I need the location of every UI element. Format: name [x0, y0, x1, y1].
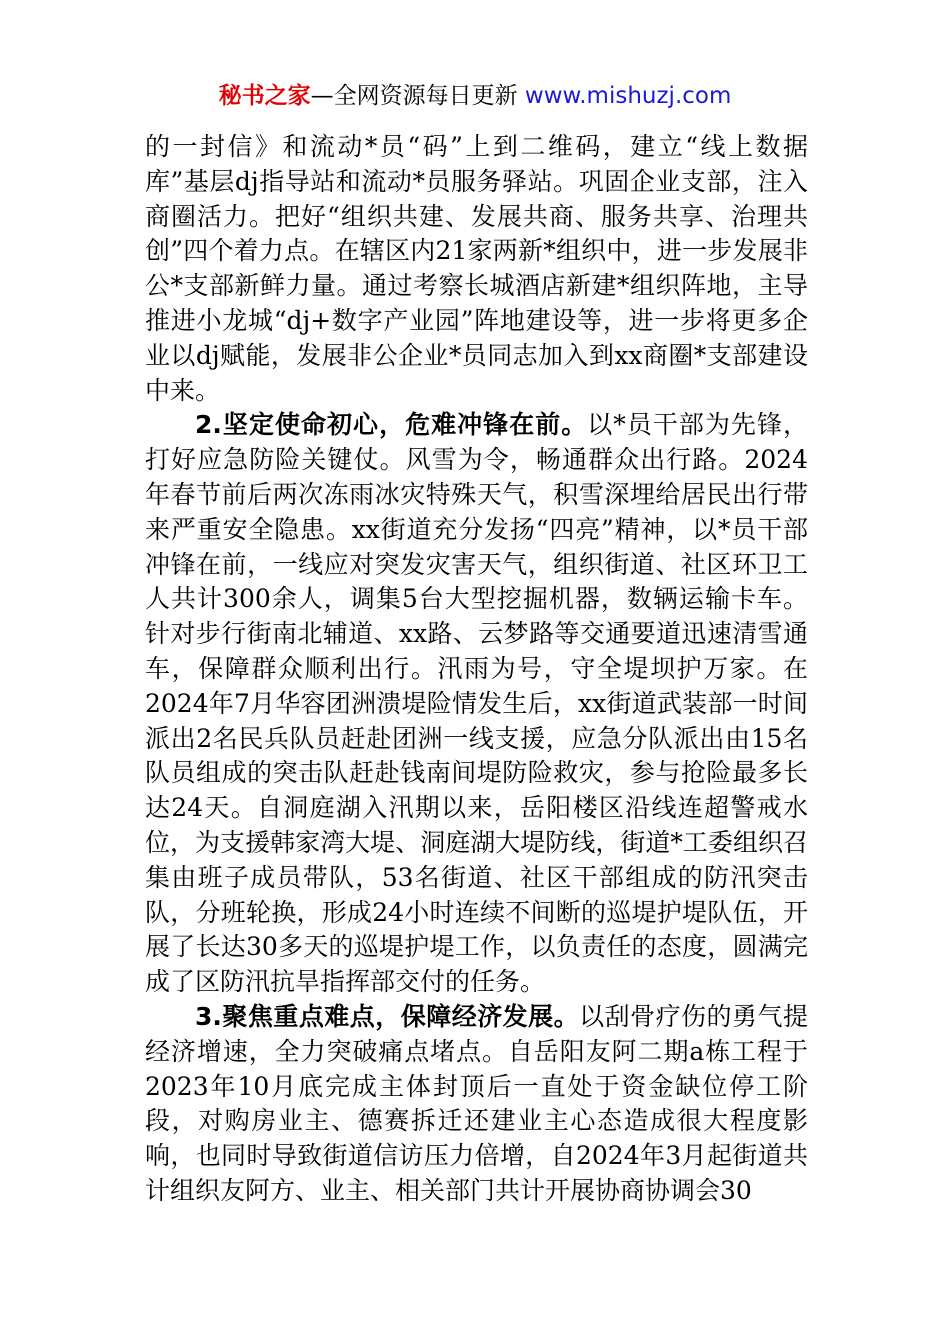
- paragraph-3-heading: 3.聚焦重点难点，保障经济发展。: [195, 1001, 580, 1031]
- paragraph-2-text: 以*员干部为先锋，打好应急防险关键仗。风雪为令，畅通群众出行路。2024年春节前后两次冻雨冰灾特殊天气，积雪深埋给居民出行带来严重安全隐患。xx街道充分发扬“四亮”精神，以*员干部冲锋在前，一线应对突发灾害天气，组织街道、社区环卫工人共计300余人，调集5台大型挖掘机器，数辆运输卡车。针对步行街南北辅道、xx路、云梦路等交通要道迅速清雪通车，保障群众顺利出行。汛雨为号，守全堤坝护万家。在2024年7月华容团洲溃堤险情发生后，xx街道武装部一时间派出2名民兵队员赶赴团洲一线支援，应急分队派出由15名队员组成的突击队赶赴钱南间堤防险救灾，参与抢险最多长达24天。自洞庭湖入汛期以来，岳阳楼区沿线连超警戒水位，为支援韩家湾大堤、洞庭湖大堤防线，街道*工委组织召集由班子成员带队，53名街道、社区干部组成的防汛突击队，分班轮换，形成24小时连续不间断的巡堤护堤队伍，开展了长达30多天的巡堤护堤工作，以负责任的态度，圆满完成了区防汛抗旱指挥部交付的任务。: [145, 410, 808, 997]
- paragraph-2-heading: 2.坚定使命初心，危难冲锋在前。: [195, 410, 588, 440]
- site-header: [0, 80, 950, 112]
- paragraph-1-text: 的一封信》和流动*员“码”上到二维码，建立“线上数据库”基层dj指导站和流动*员服务驿站。巩固企业支部，注入商圈活力。把好“组织共建、发展共商、服务共享、治理共创”四个着力点。在辖区内21家两新*组织中，进一步发展非公*支部新鲜力量。通过考察长城酒店新建*组织阵地，主导推进小龙城“dj+数字产业园”阵地建设等，进一步将更多企业以dj赋能，发展非公企业*员同志加入到xx商圈*支部建设中来。: [145, 132, 808, 405]
- paragraph-3-text: 以刮骨疗伤的勇气提经济增速，全力突破痛点堵点。自岳阳友阿二期a栋工程于2023年10月底完成主体封顶后一直处于资金缺位停工阶段，对购房业主、德赛拆迁还建业主心态造成很大程度影响，也同时导致街道信访压力倍增，自2024年3月起街道共计组织友阿方、业主、相关部门共计开展协商协调会30: [145, 1001, 808, 1205]
- paragraph-3: [145, 1000, 808, 1209]
- site-brand: 秘书之家: [218, 83, 311, 109]
- site-tagline: —全网资源每日更新: [310, 83, 525, 109]
- site-url-link[interactable]: www.mishuzj.com: [524, 83, 732, 109]
- document-body: [145, 130, 808, 1209]
- paragraph-2: [145, 408, 808, 1000]
- paragraph-1: [145, 130, 808, 408]
